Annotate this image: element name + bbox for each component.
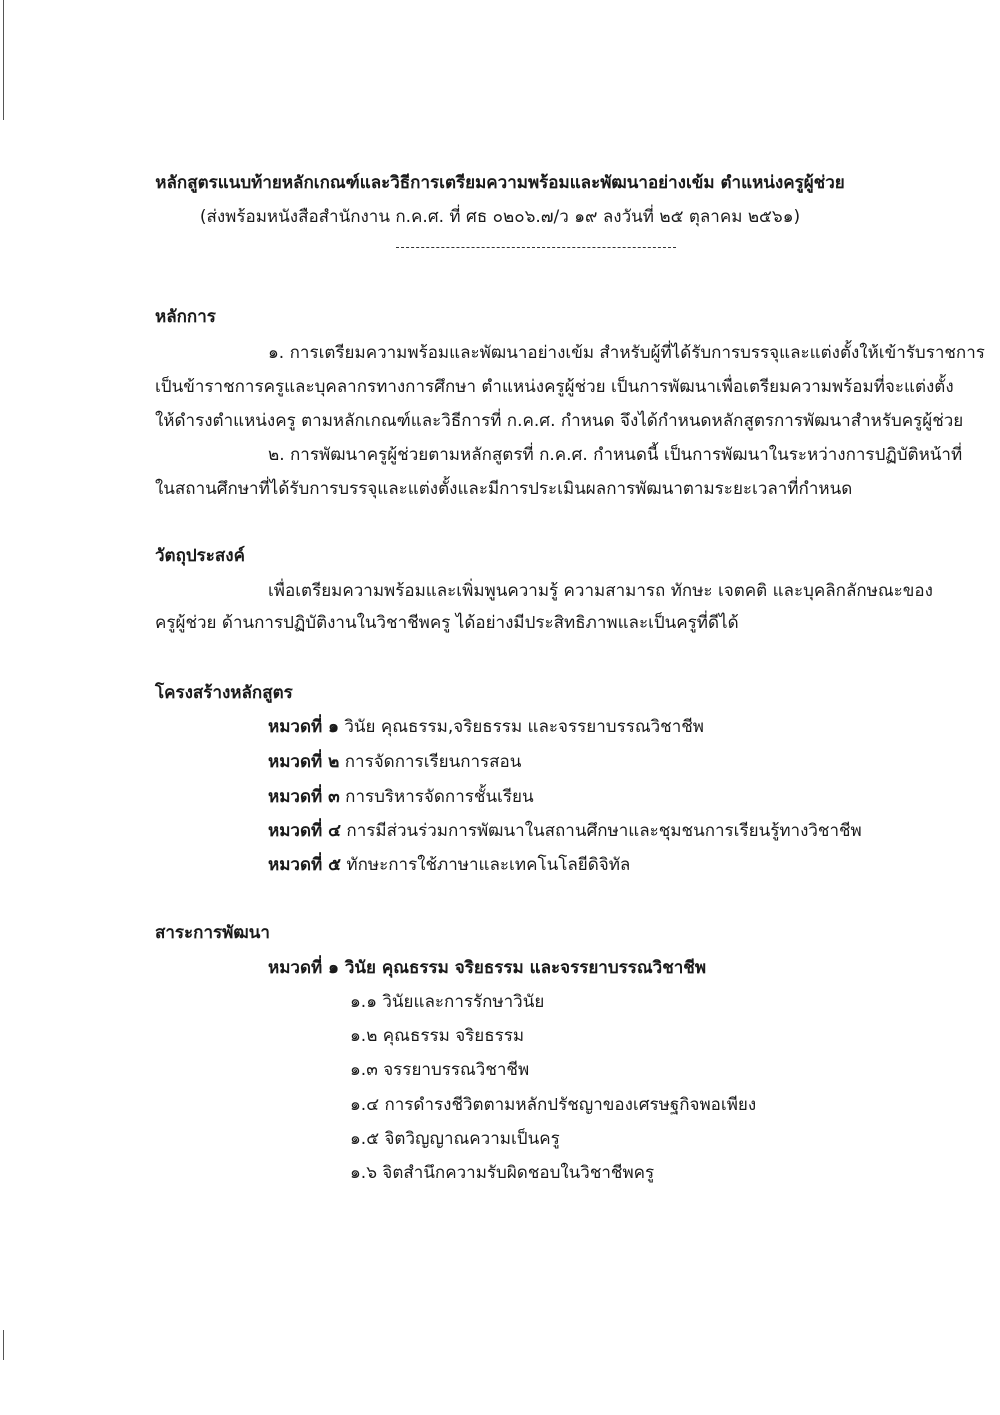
- chapter-text: ทักษะการใช้ภาษาและเทคโนโลยีดิจิทัล: [346, 855, 631, 875]
- structure-chapter-2: [268, 751, 521, 773]
- structure-chapter-5: [268, 854, 630, 876]
- structure-heading: โครงสร้างหลักสูตร: [155, 683, 293, 703]
- content-item-1: ๑.๑ วินัยและการรักษาวินัย: [350, 992, 545, 1012]
- document-subtitle: (ส่งพร้อมหนังสือสำนักงาน ก.ค.ศ. ที่ ศธ ๐๒๐๖.๗/ว ๑๙ ลงวันที่ ๒๕ ตุลาคม ๒๕๖๑): [199, 207, 801, 227]
- document-title: หลักสูตรแนบท้ายหลักเกณฑ์และวิธีการเตรียมความพร้อมและพัฒนาอย่างเข้ม ตำแหน่งครูผู้ช่วย: [155, 173, 845, 193]
- content-item-4: ๑.๔ การดำรงชีวิตตามหลักปรัชญาของเศรษฐกิจพอเพียง: [350, 1095, 757, 1115]
- chapter-label: หมวดที่ ๑: [268, 717, 339, 737]
- chapter-label: หมวดที่ ๓: [268, 787, 340, 807]
- structure-chapter-1: [268, 716, 704, 738]
- chapter-label: หมวดที่ ๑: [268, 958, 339, 978]
- chapter-text: วินัย คุณธรรม จริยธรรม และจรรยาบรรณวิชาชีพ: [344, 958, 707, 978]
- principles-heading: หลักการ: [155, 307, 216, 327]
- content-item-5: ๑.๕ จิตวิญญาณความเป็นครู: [350, 1129, 560, 1149]
- content-item-2: ๑.๒ คุณธรรม จริยธรรม: [350, 1026, 525, 1046]
- principle-line-1: ๑. การเตรียมความพร้อมและพัฒนาอย่างเข้ม สำหรับผู้ที่ได้รับการบรรจุและแต่งตั้งให้เข้ารับราชการ: [268, 343, 985, 363]
- principle-line-5: ในสถานศึกษาที่ได้รับการบรรจุและแต่งตั้งและมีการประเมินผลการพัฒนาตามระยะเวลาที่กำหนด: [155, 479, 853, 499]
- content-chapter-1: [268, 957, 706, 979]
- scan-edge-mark-bottom: [3, 1330, 4, 1360]
- objective-line-2: ครูผู้ช่วย ด้านการปฏิบัติงานในวิชาชีพครู ได้อย่างมีประสิทธิภาพและเป็นครูที่ดีได้: [155, 613, 739, 633]
- content-item-3: ๑.๓ จรรยาบรรณวิชาชีพ: [350, 1060, 530, 1080]
- principle-line-4: ๒. การพัฒนาครูผู้ช่วยตามหลักสูตรที่ ก.ค.ศ. กำหนดนี้ เป็นการพัฒนาในระหว่างการปฏิบัติหน้าที่: [268, 445, 963, 465]
- objective-line-1: เพื่อเตรียมความพร้อมและเพิ่มพูนความรู้ ความสามารถ ทักษะ เจตคติ และบุคลิกลักษณะของ: [268, 581, 933, 601]
- chapter-text: การมีส่วนร่วมการพัฒนาในสถานศึกษาและชุมชนการเรียนรู้ทางวิชาชีพ: [346, 821, 862, 841]
- chapter-label: หมวดที่ ๕: [268, 855, 341, 875]
- chapter-label: หมวดที่ ๒: [268, 752, 340, 772]
- structure-chapter-3: [268, 786, 534, 808]
- chapter-text: การบริหารจัดการชั้นเรียน: [345, 787, 534, 807]
- content-item-6: ๑.๖ จิตสำนึกความรับผิดชอบในวิชาชีพครู: [350, 1163, 655, 1183]
- scan-edge-mark: [3, 0, 4, 120]
- content-heading: สาระการพัฒนา: [155, 923, 270, 943]
- objectives-heading: วัตถุประสงค์: [155, 546, 245, 566]
- title-divider: [396, 247, 676, 248]
- principle-line-2: เป็นข้าราชการครูและบุคลากรทางการศึกษา ตำแหน่งครูผู้ช่วย เป็นการพัฒนาเพื่อเตรียมความพร้อมที่จะแต่งตั้ง: [155, 377, 954, 397]
- chapter-label: หมวดที่ ๔: [268, 821, 341, 841]
- principle-line-3: ให้ดำรงตำแหน่งครู ตามหลักเกณฑ์และวิธีการที่ ก.ค.ศ. กำหนด จึงได้กำหนดหลักสูตรการพัฒนาสำหรับครูผู้ช่วย: [155, 411, 964, 431]
- chapter-text: วินัย คุณธรรม,จริยธรรม และจรรยาบรรณวิชาชีพ: [344, 717, 704, 737]
- chapter-text: การจัดการเรียนการสอน: [344, 752, 522, 772]
- structure-chapter-4: [268, 820, 862, 842]
